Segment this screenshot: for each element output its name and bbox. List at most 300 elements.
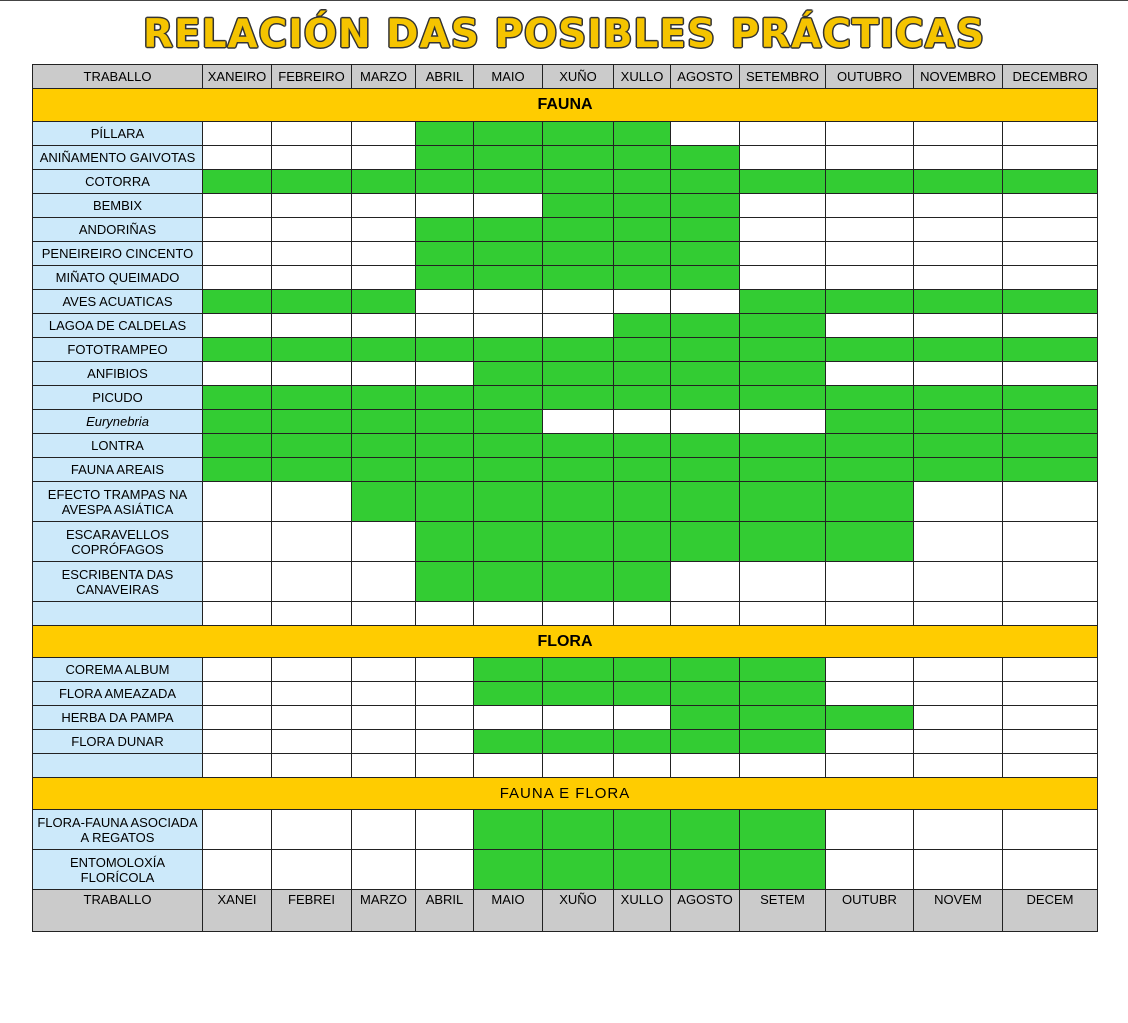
month-cell-active xyxy=(272,410,352,434)
month-cell-active xyxy=(203,338,272,362)
month-cell-active xyxy=(614,522,671,562)
month-cell-active xyxy=(671,730,740,754)
month-cell-empty xyxy=(671,410,740,434)
footer-cell-month: DECEM xyxy=(1003,890,1098,932)
month-cell-empty xyxy=(1003,218,1098,242)
month-cell-empty xyxy=(543,290,614,314)
month-cell-active xyxy=(826,434,914,458)
month-cell-active xyxy=(614,434,671,458)
month-cell-empty xyxy=(474,754,543,778)
section-title: FLORA xyxy=(33,626,1098,658)
month-cell-empty xyxy=(203,314,272,338)
month-cell-active xyxy=(614,338,671,362)
month-cell-empty xyxy=(740,122,826,146)
month-cell-active xyxy=(740,682,826,706)
header-cell-month: NOVEMBRO xyxy=(914,65,1003,89)
month-cell-active xyxy=(671,482,740,522)
month-cell-empty xyxy=(474,194,543,218)
month-cell-empty xyxy=(272,242,352,266)
month-cell-empty xyxy=(671,754,740,778)
activity-label xyxy=(33,602,203,626)
month-cell-active xyxy=(740,730,826,754)
month-cell-empty xyxy=(272,314,352,338)
month-cell-active xyxy=(474,146,543,170)
month-cell-active xyxy=(740,386,826,410)
month-cell-empty xyxy=(1003,314,1098,338)
activity-label: ANDORIÑAS xyxy=(33,218,203,242)
month-cell-empty xyxy=(352,314,416,338)
month-cell-active xyxy=(826,410,914,434)
month-cell-active xyxy=(416,562,474,602)
month-cell-active xyxy=(272,290,352,314)
month-cell-empty xyxy=(914,522,1003,562)
activity-label: ANIÑAMENTO GAIVOTAS xyxy=(33,146,203,170)
month-cell-empty xyxy=(543,314,614,338)
month-cell-active xyxy=(416,410,474,434)
month-cell-active xyxy=(543,170,614,194)
month-cell-empty xyxy=(416,658,474,682)
header-cell-month: XANEIRO xyxy=(203,65,272,89)
month-cell-empty xyxy=(1003,658,1098,682)
month-cell-empty xyxy=(914,242,1003,266)
header-cell-month: SETEMBRO xyxy=(740,65,826,89)
month-cell-empty xyxy=(352,218,416,242)
month-cell-active xyxy=(543,562,614,602)
month-cell-empty xyxy=(352,850,416,890)
header-row xyxy=(33,65,1098,89)
month-cell-empty xyxy=(203,754,272,778)
month-cell-active xyxy=(543,386,614,410)
month-cell-empty xyxy=(416,754,474,778)
header-cell-month: XULLO xyxy=(614,65,671,89)
month-cell-empty xyxy=(543,754,614,778)
month-cell-active xyxy=(272,386,352,410)
footer-cell-month: ABRIL xyxy=(416,890,474,932)
month-cell-empty xyxy=(203,682,272,706)
month-cell-empty xyxy=(1003,266,1098,290)
month-cell-active xyxy=(203,386,272,410)
month-cell-empty xyxy=(272,522,352,562)
activity-label: FAUNA AREAIS xyxy=(33,458,203,482)
month-cell-empty xyxy=(352,146,416,170)
month-cell-empty xyxy=(203,730,272,754)
section-row xyxy=(33,778,1098,810)
month-cell-empty xyxy=(1003,850,1098,890)
month-cell-empty xyxy=(272,194,352,218)
month-cell-active xyxy=(352,482,416,522)
month-cell-empty xyxy=(272,482,352,522)
activity-label: ENTOMOLOXÍA FLORÍCOLA xyxy=(33,850,203,890)
month-cell-active xyxy=(543,458,614,482)
month-cell-empty xyxy=(671,602,740,626)
month-cell-empty xyxy=(740,602,826,626)
activity-label: EFECTO TRAMPAS NA AVESPA ASIÁTICA xyxy=(33,482,203,522)
month-cell-active xyxy=(671,242,740,266)
month-cell-empty xyxy=(826,122,914,146)
month-cell-active xyxy=(1003,290,1098,314)
activity-label: MIÑATO QUEIMADO xyxy=(33,266,203,290)
month-cell-active xyxy=(740,434,826,458)
month-cell-empty xyxy=(352,682,416,706)
month-cell-active xyxy=(474,410,543,434)
table-row xyxy=(33,602,1098,626)
month-cell-active xyxy=(671,362,740,386)
header-cell-month: DECEMBRO xyxy=(1003,65,1098,89)
activity-label: AVES ACUATICAS xyxy=(33,290,203,314)
month-cell-empty xyxy=(614,754,671,778)
month-cell-empty xyxy=(203,706,272,730)
activity-label: ESCRIBENTA DAS CANAVEIRAS xyxy=(33,562,203,602)
table-row xyxy=(33,658,1098,682)
month-cell-empty xyxy=(352,194,416,218)
month-cell-empty xyxy=(272,730,352,754)
month-cell-empty xyxy=(914,706,1003,730)
month-cell-active xyxy=(352,434,416,458)
month-cell-empty xyxy=(474,290,543,314)
month-cell-empty xyxy=(352,730,416,754)
month-cell-empty xyxy=(914,194,1003,218)
month-cell-active xyxy=(740,658,826,682)
table-row xyxy=(33,522,1098,562)
month-cell-empty xyxy=(826,562,914,602)
month-cell-active xyxy=(416,386,474,410)
month-cell-empty xyxy=(1003,682,1098,706)
table-row xyxy=(33,338,1098,362)
month-cell-active xyxy=(203,434,272,458)
table-row xyxy=(33,458,1098,482)
month-cell-empty xyxy=(416,706,474,730)
month-cell-active xyxy=(826,706,914,730)
footer-cell-month: NOVEM xyxy=(914,890,1003,932)
activity-label: COTORRA xyxy=(33,170,203,194)
month-cell-active xyxy=(474,810,543,850)
activity-label: PICUDO xyxy=(33,386,203,410)
schedule-body xyxy=(33,89,1098,890)
month-cell-empty xyxy=(203,218,272,242)
month-cell-active xyxy=(203,458,272,482)
month-cell-empty xyxy=(352,658,416,682)
month-cell-active xyxy=(671,386,740,410)
month-cell-empty xyxy=(671,122,740,146)
month-cell-empty xyxy=(272,810,352,850)
month-cell-active xyxy=(740,338,826,362)
table-row xyxy=(33,170,1098,194)
month-cell-empty xyxy=(740,242,826,266)
month-cell-empty xyxy=(203,658,272,682)
month-cell-empty xyxy=(914,850,1003,890)
month-cell-active xyxy=(614,314,671,338)
table-row xyxy=(33,146,1098,170)
month-cell-active xyxy=(416,338,474,362)
header-cell-month: AGOSTO xyxy=(671,65,740,89)
month-cell-active xyxy=(474,850,543,890)
month-cell-active xyxy=(272,458,352,482)
month-cell-empty xyxy=(914,146,1003,170)
month-cell-empty xyxy=(1003,362,1098,386)
month-cell-empty xyxy=(352,754,416,778)
table-row xyxy=(33,562,1098,602)
month-cell-empty xyxy=(272,562,352,602)
month-cell-empty xyxy=(416,682,474,706)
month-cell-active xyxy=(416,522,474,562)
section-row xyxy=(33,89,1098,122)
month-cell-empty xyxy=(352,810,416,850)
month-cell-empty xyxy=(1003,602,1098,626)
month-cell-empty xyxy=(474,314,543,338)
header-cell-month: MAIO xyxy=(474,65,543,89)
month-cell-empty xyxy=(740,266,826,290)
month-cell-active xyxy=(1003,170,1098,194)
month-cell-empty xyxy=(914,218,1003,242)
month-cell-active xyxy=(740,314,826,338)
activity-label: FLORA AMEAZADA xyxy=(33,682,203,706)
month-cell-active xyxy=(474,522,543,562)
month-cell-active xyxy=(416,242,474,266)
month-cell-active xyxy=(474,658,543,682)
month-cell-empty xyxy=(826,146,914,170)
month-cell-empty xyxy=(914,730,1003,754)
month-cell-active xyxy=(671,218,740,242)
activity-label xyxy=(33,754,203,778)
month-cell-active xyxy=(543,146,614,170)
month-cell-empty xyxy=(914,682,1003,706)
table-row xyxy=(33,122,1098,146)
month-cell-active xyxy=(740,362,826,386)
month-cell-empty xyxy=(352,266,416,290)
month-cell-active xyxy=(1003,410,1098,434)
month-cell-active xyxy=(826,290,914,314)
month-cell-active xyxy=(474,242,543,266)
header-cell-month: FEBREIRO xyxy=(272,65,352,89)
month-cell-active xyxy=(543,266,614,290)
month-cell-active xyxy=(543,482,614,522)
table-row xyxy=(33,706,1098,730)
footer-cell-month: FEBREI xyxy=(272,890,352,932)
month-cell-active xyxy=(416,170,474,194)
month-cell-active xyxy=(914,290,1003,314)
month-cell-empty xyxy=(614,410,671,434)
month-cell-empty xyxy=(474,602,543,626)
month-cell-empty xyxy=(416,290,474,314)
month-cell-empty xyxy=(1003,194,1098,218)
month-cell-empty xyxy=(352,602,416,626)
month-cell-empty xyxy=(272,122,352,146)
month-cell-empty xyxy=(914,362,1003,386)
month-cell-empty xyxy=(826,242,914,266)
month-cell-active xyxy=(614,122,671,146)
month-cell-active xyxy=(474,266,543,290)
month-cell-active xyxy=(474,122,543,146)
month-cell-empty xyxy=(272,658,352,682)
month-cell-active xyxy=(543,434,614,458)
month-cell-empty xyxy=(203,810,272,850)
month-cell-active xyxy=(914,386,1003,410)
month-cell-active xyxy=(352,290,416,314)
table-row xyxy=(33,194,1098,218)
month-cell-active xyxy=(272,434,352,458)
activity-label: ESCARAVELLOS COPRÓFAGOS xyxy=(33,522,203,562)
month-cell-empty xyxy=(740,218,826,242)
month-cell-active xyxy=(416,434,474,458)
month-cell-empty xyxy=(272,706,352,730)
month-cell-active xyxy=(914,410,1003,434)
month-cell-active xyxy=(474,218,543,242)
month-cell-active xyxy=(416,146,474,170)
month-cell-active xyxy=(614,362,671,386)
month-cell-empty xyxy=(826,362,914,386)
month-cell-active xyxy=(671,314,740,338)
month-cell-active xyxy=(352,386,416,410)
month-cell-active xyxy=(740,706,826,730)
month-cell-empty xyxy=(826,810,914,850)
month-cell-active xyxy=(914,434,1003,458)
month-cell-active xyxy=(671,434,740,458)
month-cell-active xyxy=(671,658,740,682)
footer-cell-month: MAIO xyxy=(474,890,543,932)
month-cell-active xyxy=(614,386,671,410)
month-cell-active xyxy=(416,458,474,482)
month-cell-empty xyxy=(272,218,352,242)
month-cell-active xyxy=(671,850,740,890)
month-cell-active xyxy=(352,458,416,482)
header-cell-month: MARZO xyxy=(352,65,416,89)
activity-label: PÍLLARA xyxy=(33,122,203,146)
month-cell-active xyxy=(614,194,671,218)
activity-label: COREMA ALBUM xyxy=(33,658,203,682)
month-cell-active xyxy=(614,170,671,194)
month-cell-active xyxy=(614,146,671,170)
month-cell-active xyxy=(740,458,826,482)
month-cell-empty xyxy=(416,602,474,626)
month-cell-active xyxy=(474,338,543,362)
month-cell-active xyxy=(474,458,543,482)
table-row xyxy=(33,850,1098,890)
month-cell-empty xyxy=(826,602,914,626)
month-cell-active xyxy=(740,482,826,522)
month-cell-empty xyxy=(352,522,416,562)
month-cell-active xyxy=(914,170,1003,194)
month-cell-empty xyxy=(826,266,914,290)
month-cell-active xyxy=(614,850,671,890)
month-cell-active xyxy=(671,170,740,194)
table-row xyxy=(33,362,1098,386)
month-cell-active xyxy=(1003,386,1098,410)
month-cell-active xyxy=(1003,338,1098,362)
month-cell-active xyxy=(543,362,614,386)
month-cell-active xyxy=(740,810,826,850)
month-cell-active xyxy=(740,290,826,314)
month-cell-empty xyxy=(914,122,1003,146)
table-row xyxy=(33,682,1098,706)
month-cell-empty xyxy=(1003,242,1098,266)
month-cell-active xyxy=(671,682,740,706)
month-cell-active xyxy=(671,810,740,850)
month-cell-empty xyxy=(914,314,1003,338)
month-cell-empty xyxy=(543,706,614,730)
footer-cell-month: AGOSTO xyxy=(671,890,740,932)
month-cell-empty xyxy=(614,602,671,626)
month-cell-active xyxy=(826,522,914,562)
month-cell-active xyxy=(1003,458,1098,482)
page-title: RELACIÓN DAS POSIBLES PRÁCTICAS xyxy=(142,12,986,57)
header-cell-month: ABRIL xyxy=(416,65,474,89)
month-cell-empty xyxy=(352,562,416,602)
month-cell-active xyxy=(543,682,614,706)
month-cell-empty xyxy=(914,602,1003,626)
table-row xyxy=(33,754,1098,778)
month-cell-empty xyxy=(416,362,474,386)
month-cell-empty xyxy=(203,194,272,218)
month-cell-empty xyxy=(203,602,272,626)
month-cell-active xyxy=(614,810,671,850)
month-cell-active xyxy=(914,338,1003,362)
month-cell-active xyxy=(543,194,614,218)
month-cell-empty xyxy=(203,522,272,562)
month-cell-empty xyxy=(543,410,614,434)
month-cell-empty xyxy=(272,682,352,706)
top-border-line xyxy=(0,0,1128,1)
footer-cell-traballo: TRABALLO xyxy=(33,890,203,932)
month-cell-empty xyxy=(474,706,543,730)
month-cell-active xyxy=(416,218,474,242)
month-cell-active xyxy=(416,122,474,146)
month-cell-empty xyxy=(614,706,671,730)
month-cell-empty xyxy=(740,146,826,170)
month-cell-empty xyxy=(826,730,914,754)
month-cell-empty xyxy=(914,754,1003,778)
month-cell-active xyxy=(474,562,543,602)
month-cell-empty xyxy=(272,602,352,626)
month-cell-empty xyxy=(352,122,416,146)
month-cell-active xyxy=(826,170,914,194)
section-row xyxy=(33,626,1098,658)
month-cell-active xyxy=(614,266,671,290)
month-cell-active xyxy=(740,850,826,890)
month-cell-empty xyxy=(203,266,272,290)
month-cell-empty xyxy=(416,194,474,218)
header-cell-month: XUÑO xyxy=(543,65,614,89)
activity-label: Eurynebria xyxy=(33,410,203,434)
month-cell-active xyxy=(740,522,826,562)
month-cell-active xyxy=(272,170,352,194)
month-cell-active xyxy=(671,706,740,730)
month-cell-active xyxy=(914,458,1003,482)
header-cell-traballo: TRABALLO xyxy=(33,65,203,89)
month-cell-empty xyxy=(1003,730,1098,754)
header-cell-month: OUTUBRO xyxy=(826,65,914,89)
month-cell-empty xyxy=(614,290,671,314)
month-cell-active xyxy=(543,810,614,850)
month-cell-empty xyxy=(740,194,826,218)
month-cell-empty xyxy=(671,290,740,314)
month-cell-empty xyxy=(914,482,1003,522)
month-cell-empty xyxy=(272,266,352,290)
month-cell-empty xyxy=(203,562,272,602)
activity-label: BEMBIX xyxy=(33,194,203,218)
schedule-table xyxy=(32,64,1098,932)
month-cell-active xyxy=(614,658,671,682)
month-cell-empty xyxy=(352,706,416,730)
month-cell-active xyxy=(826,386,914,410)
month-cell-empty xyxy=(1003,522,1098,562)
section-title: FAUNA xyxy=(33,89,1098,122)
month-cell-active xyxy=(826,482,914,522)
activity-label: FOTOTRAMPEO xyxy=(33,338,203,362)
month-cell-active xyxy=(543,218,614,242)
month-cell-active xyxy=(203,290,272,314)
footer-cell-month: SETEM xyxy=(740,890,826,932)
month-cell-active xyxy=(614,458,671,482)
